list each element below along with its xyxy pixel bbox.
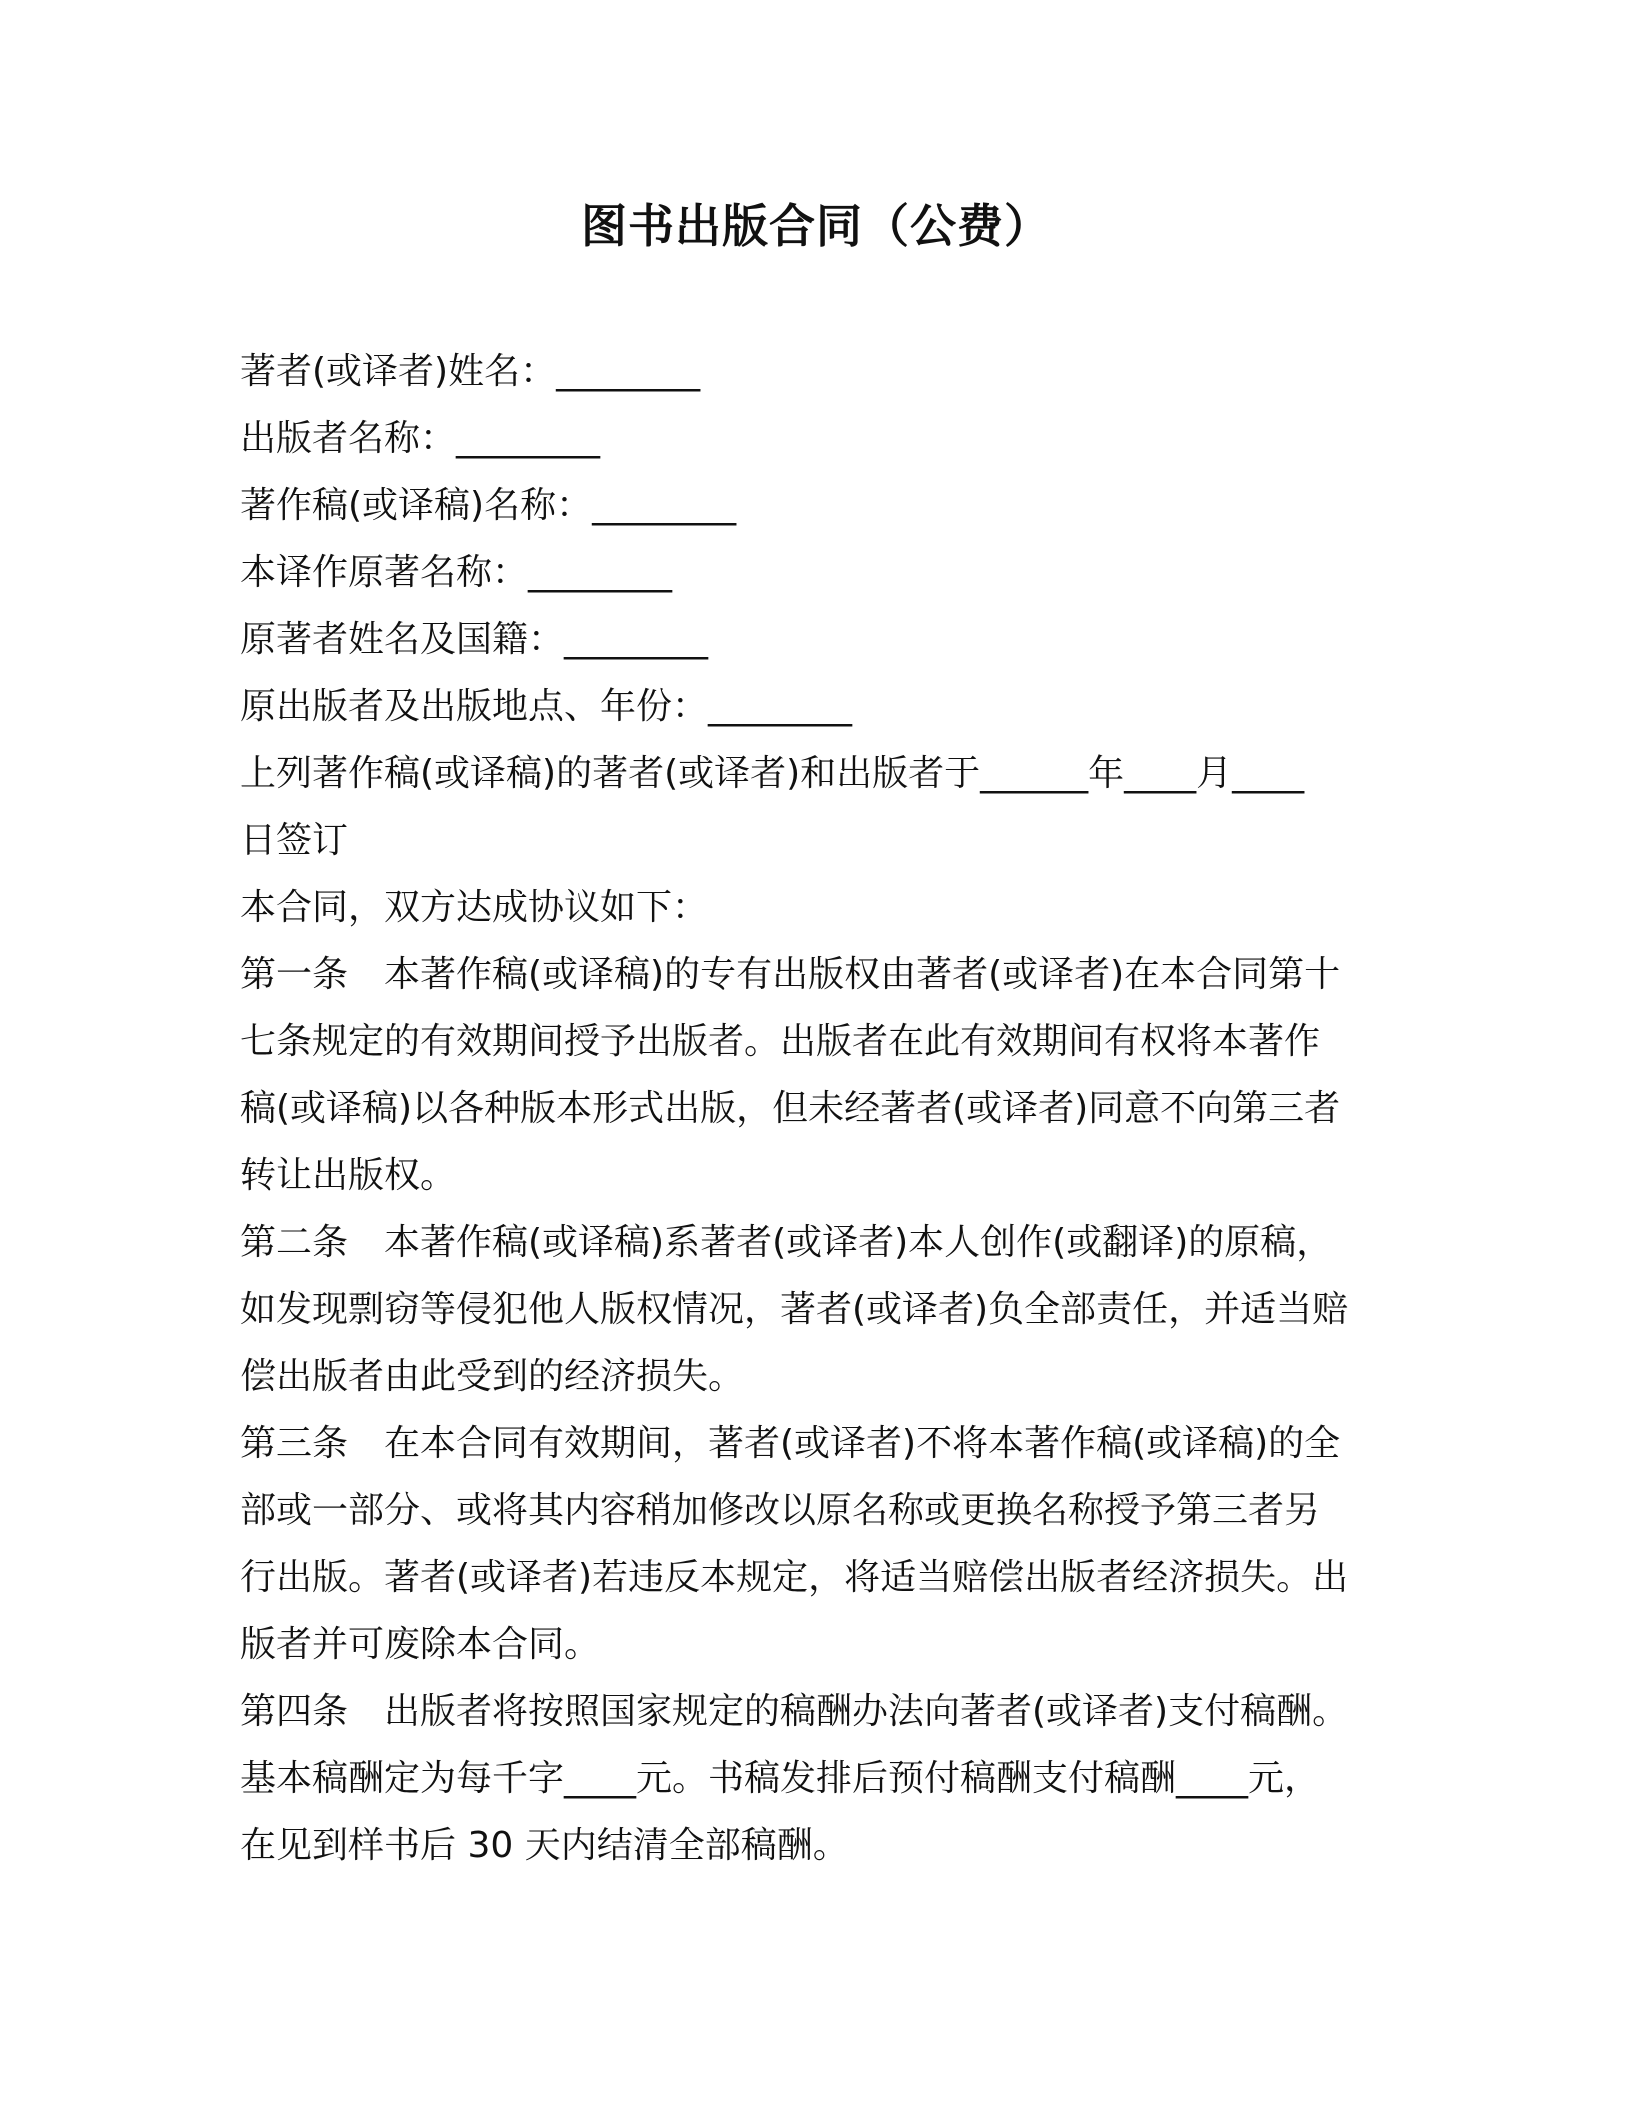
article-2 xyxy=(240,1209,1400,1410)
document-title: 图书出版合同（公费） xyxy=(581,199,1051,253)
document-body xyxy=(240,338,1400,1879)
article-1 xyxy=(240,941,1400,1209)
field-author-name: 著者(或译者)姓名：________ xyxy=(240,351,701,392)
preamble-line: 本合同，双方达成协议如下： xyxy=(240,887,709,928)
article-line: 偿出版者由此受到的经济损失。 xyxy=(240,1356,745,1397)
article-line: 行出版。著者(或译者)若违反本规定，将适当赔偿出版者经济损失。出 xyxy=(240,1557,1349,1598)
article-line: 第二条 本著作稿(或译稿)系著者(或译者)本人创作(或翻译)的原稿， xyxy=(240,1222,1333,1263)
field-original-author: 原著者姓名及国籍：________ xyxy=(240,619,709,660)
field-manuscript-name: 著作稿(或译稿)名称：________ xyxy=(240,485,737,526)
article-line: 稿(或译稿)以各种版本形式出版，但未经著者(或译者)同意不向第三者 xyxy=(240,1088,1341,1129)
field-original-title: 本译作原著名称：________ xyxy=(240,552,673,593)
preamble-line: 上列著作稿(或译稿)的著者(或译者)和出版者于______年____月____ xyxy=(240,753,1305,794)
article-line: 如发现剽窃等侵犯他人版权情况，著者(或译者)负全部责任，并适当赔 xyxy=(240,1289,1349,1330)
article-3 xyxy=(240,1410,1400,1678)
field-publisher-name: 出版者名称：________ xyxy=(240,418,601,459)
article-line: 七条规定的有效期间授予出版者。出版者在此有效期间有权将本著作 xyxy=(240,1021,1321,1062)
article-line: 第四条 出版者将按照国家规定的稿酬办法向著者(或译者)支付稿酬。 xyxy=(240,1691,1349,1732)
article-4 xyxy=(240,1678,1400,1879)
article-line: 第一条 本著作稿(或译稿)的专有出版权由著者(或译者)在本合同第十 xyxy=(240,954,1341,995)
field-original-publisher: 原出版者及出版地点、年份：________ xyxy=(240,686,853,727)
article-line: 转让出版权。 xyxy=(240,1155,457,1196)
article-line: 第三条 在本合同有效期间，著者(或译者)不将本著作稿(或译稿)的全 xyxy=(240,1423,1341,1464)
article-line: 版者并可废除本合同。 xyxy=(240,1624,601,1665)
article-line: 在见到样书后 30 天内结清全部稿酬。 xyxy=(240,1825,849,1866)
article-line: 基本稿酬定为每千字____元。书稿发排后预付稿酬支付稿酬____元， xyxy=(240,1758,1321,1799)
article-line: 部或一部分、或将其内容稍加修改以原名称或更换名称授予第三者另 xyxy=(240,1490,1321,1531)
preamble-line: 日签订 xyxy=(240,820,349,861)
